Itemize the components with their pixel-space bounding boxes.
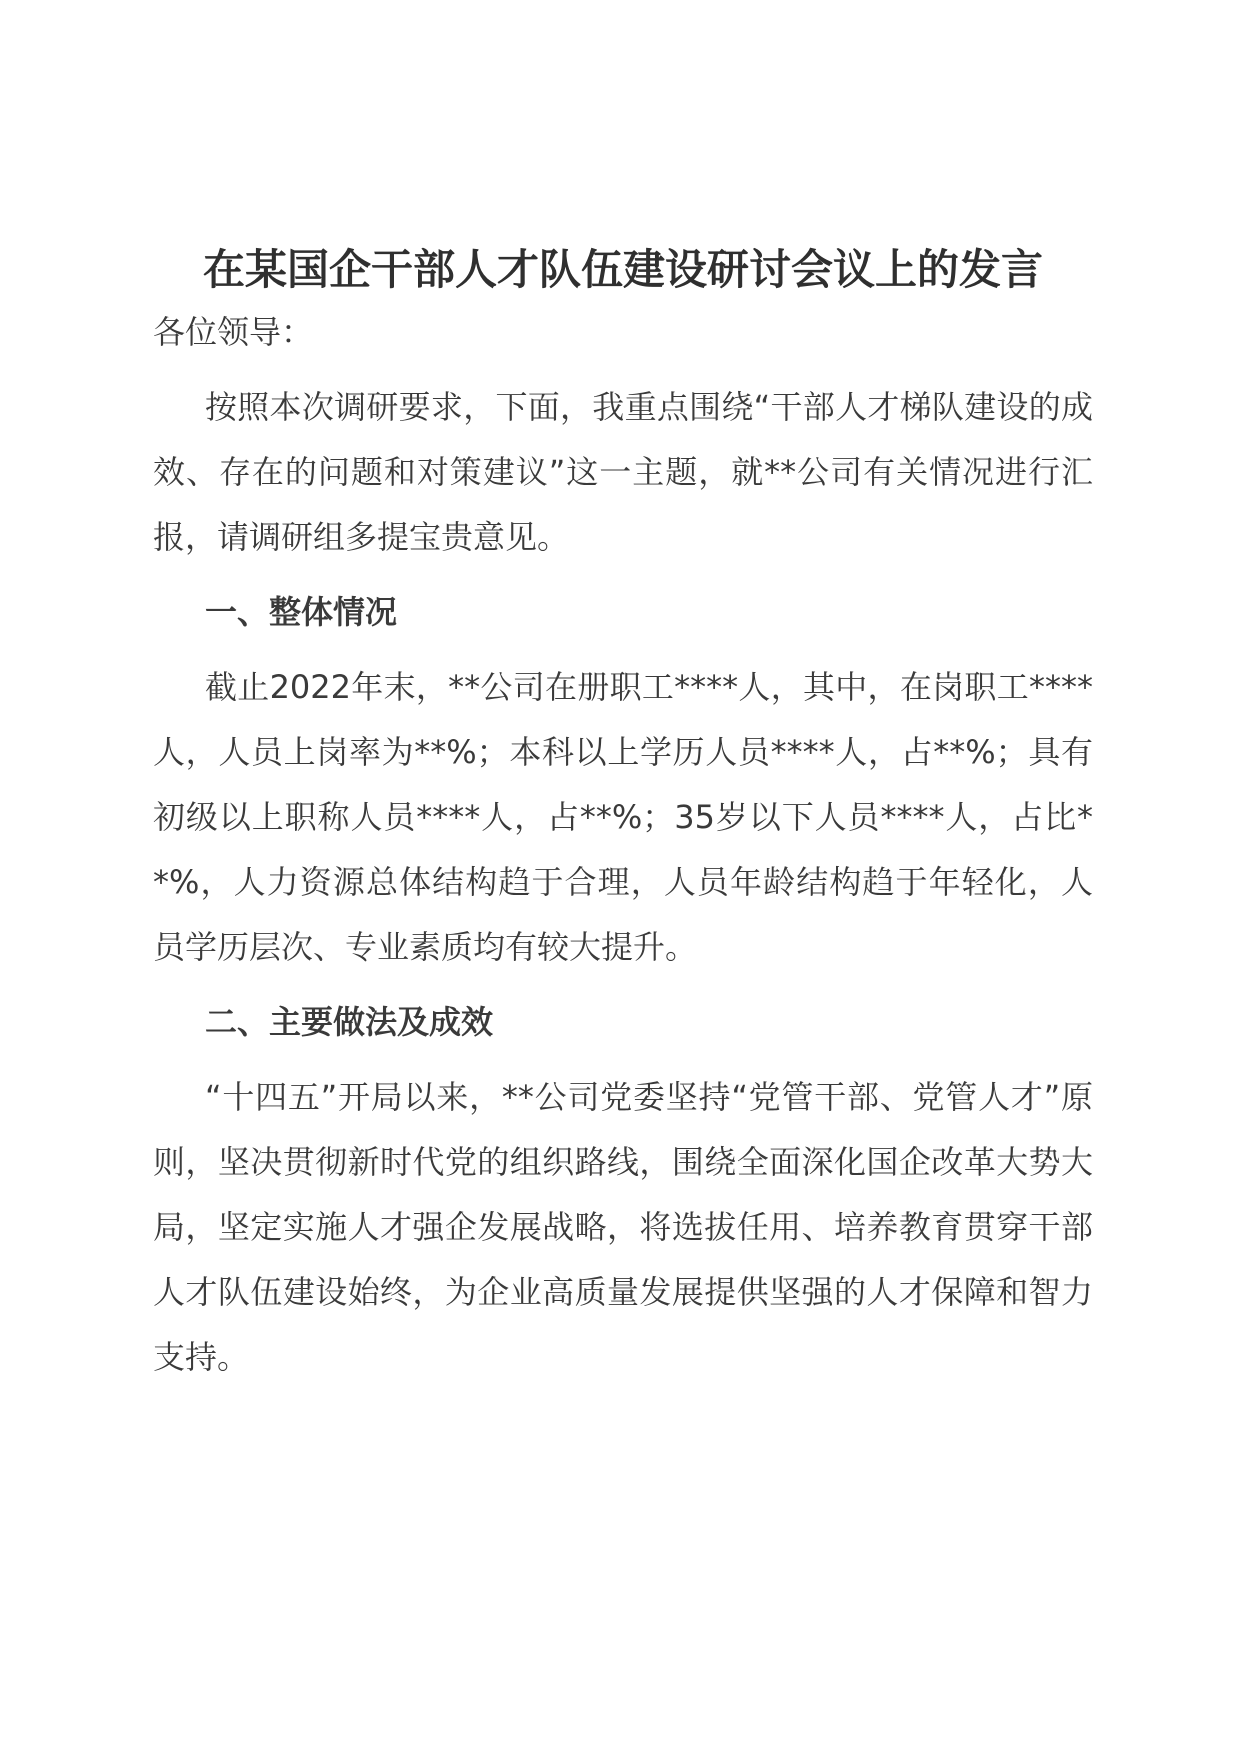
section-paragraph-practices: “十四五”开局以来，**公司党委坚持“党管干部、党管人才”原则，坚决贯彻新时代党的组织路线，围绕全面深化国企改革大势大局，坚定实施人才强企发展战略，将选拔任用、培养教育贯穿干部人才队伍建设始终，为企业高质量发展提供坚强的人才保障和智力支持。 <box>153 1078 1093 1376</box>
section-heading-practices: 二、主要做法及成效 <box>205 1003 494 1041</box>
document-title: 在某国企干部人才队伍建设研讨会议上的发言 <box>202 245 1043 294</box>
document-body <box>153 240 1093 1390</box>
section-paragraph-overall: 截止2022年末，**公司在册职工****人，其中，在岗职工****人，人员上岗率为**%；本科以上学历人员****人，占**%；具有初级以上职称人员****人，占**%；35岁以下人员****人，占比**%，人力资源总体结构趋于合理，人员年龄结构趋于年轻化，人员学历层次、专业素质均有较大提升。 <box>153 668 1093 966</box>
salutation: 各位领导： <box>153 313 314 351</box>
section-heading-overall: 一、整体情况 <box>205 593 398 631</box>
intro-paragraph: 按照本次调研要求，下面，我重点围绕“干部人才梯队建设的成效、存在的问题和对策建议”这一主题，就**公司有关情况进行汇报，请调研组多提宝贵意见。 <box>153 388 1093 556</box>
